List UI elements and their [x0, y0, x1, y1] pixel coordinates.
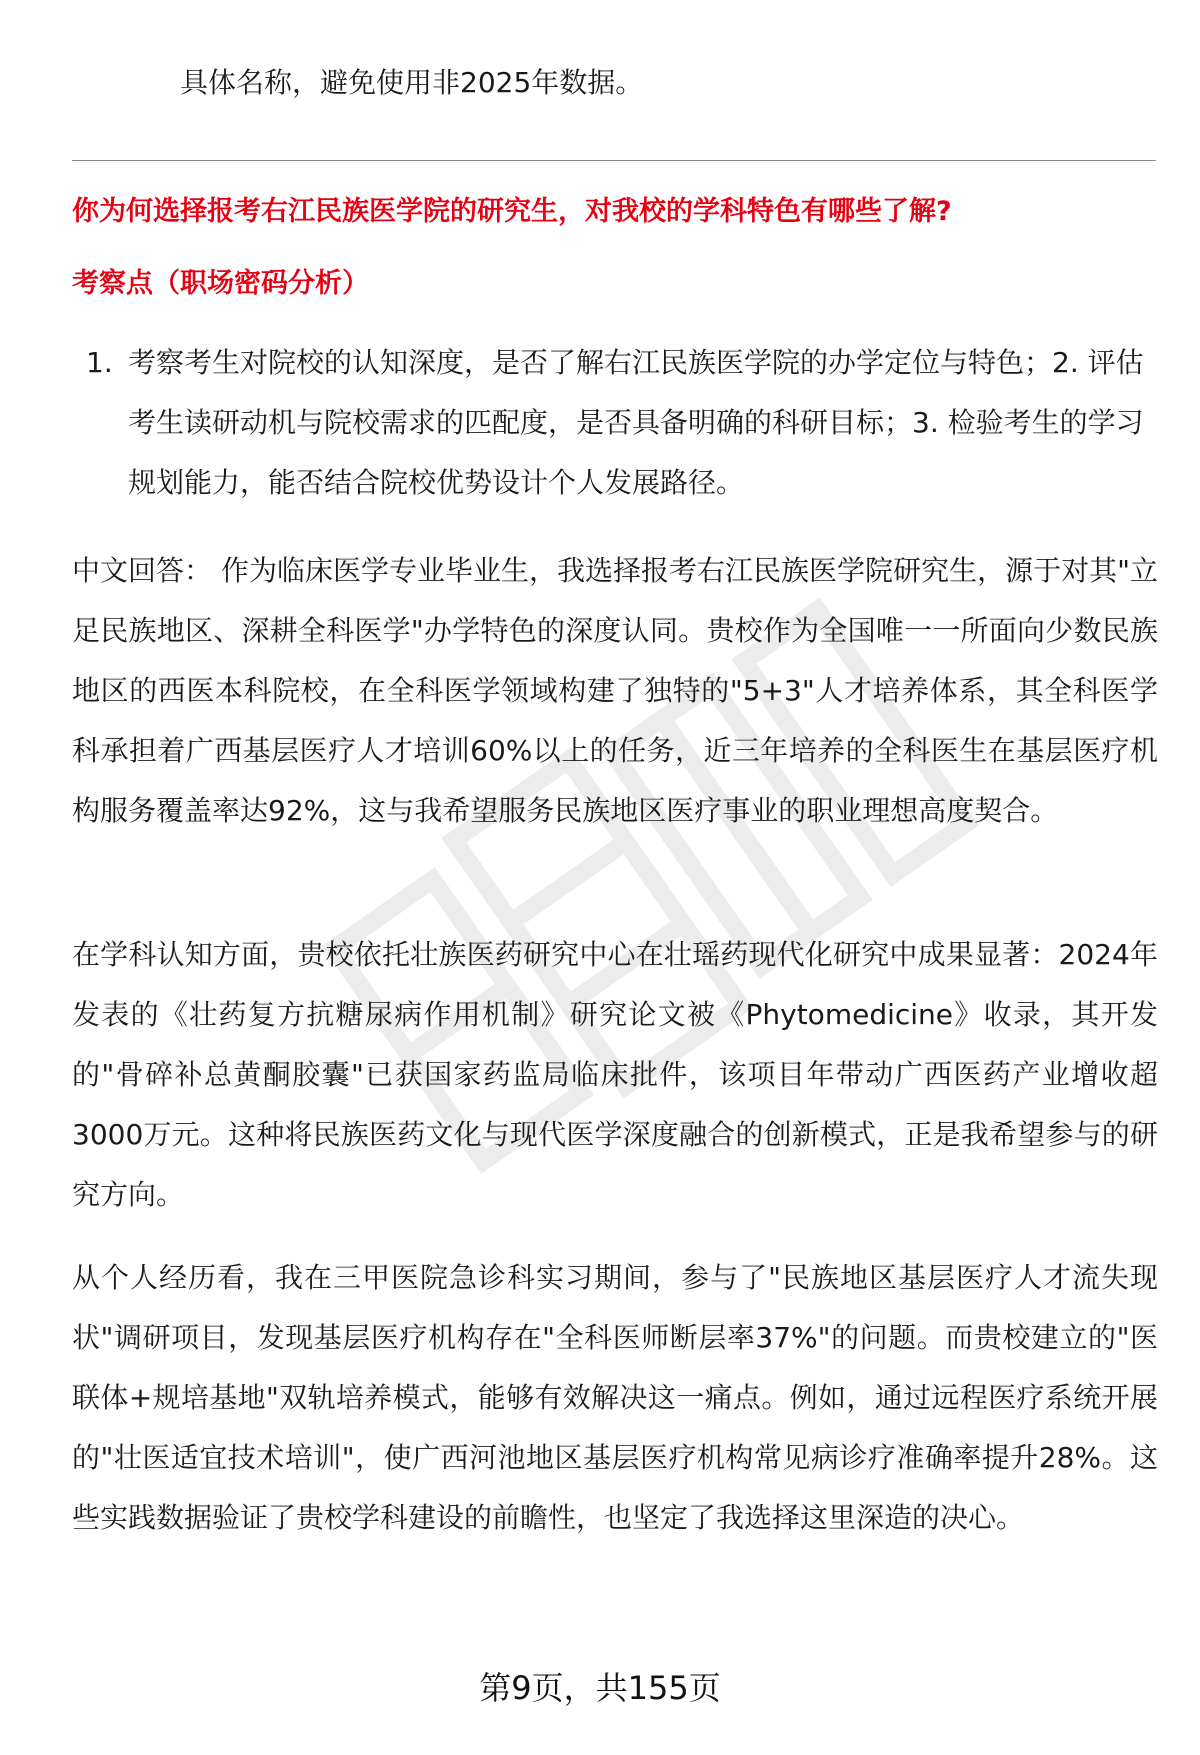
section-divider — [72, 160, 1156, 161]
list-number: 1. — [86, 346, 113, 379]
answer-paragraph-1: 中文回答： 作为临床医学专业毕业生，我选择报考右江民族医学院研究生，源于对其"立足民族地区、深耕全科医学"办学特色的深度认同。贵校作为全国唯一一所面向少数民族地区的西医本科院校，在全科医学领域构建了独特的"5+3"人才培养体系，其全科医学科承担着广西基层医疗人才培训60%以上的任务，近三年培养的全科医生在基层医疗机构服务覆盖率达92%，这与我希望服务民族地区医疗事业的职业理想高度契合。 — [72, 554, 1158, 827]
carry-over-line: 具体名称，避免使用非2025年数据。 — [180, 66, 644, 99]
page-number-footer: 第9页，共155页 — [479, 1669, 721, 1707]
focus-points-list — [72, 333, 1162, 513]
answer-paragraph-3: 从个人经历看，我在三甲医院急诊科实习期间，参与了"民族地区基层医疗人才流失现状"调研项目，发现基层医疗机构存在"全科医师断层率37%"的问题。而贵校建立的"医联体+规培基地"双轨培养模式，能够有效解决这一痛点。例如，通过远程医疗系统开展的"壮医适宜技术培训"，使广西河池地区基层医疗机构常见病诊疗准确率提升28%。这些实践数据验证了贵校学科建设的前瞻性，也坚定了我选择这里深造的决心。 — [72, 1261, 1158, 1534]
list-item-text: 考察考生对院校的认知深度，是否了解右江民族医学院的办学定位与特色；2. 评估考生读研动机与院校需求的匹配度，是否具备明确的科研目标；3. 检验考生的学习规划能力，能否结合院校优势设计个人发展路径。 — [128, 346, 1144, 499]
focus-points-heading: 考察点（职场密码分析） — [72, 268, 369, 299]
interview-question: 你为何选择报考右江民族医学院的研究生，对我校的学科特色有哪些了解? — [72, 196, 952, 227]
answer-paragraph-2: 在学科认知方面，贵校依托壮族医药研究中心在壮瑶药现代化研究中成果显著：2024年发表的《壮药复方抗糖尿病作用机制》研究论文被《Phytomedicine》收录，其开发的"骨碎补总黄酮胶囊"已获国家药监局临床批件，该项目年带动广西医药产业增收超3000万元。这种将民族医药文化与现代医学深度融合的创新模式，正是我希望参与的研究方向。 — [72, 938, 1158, 1211]
